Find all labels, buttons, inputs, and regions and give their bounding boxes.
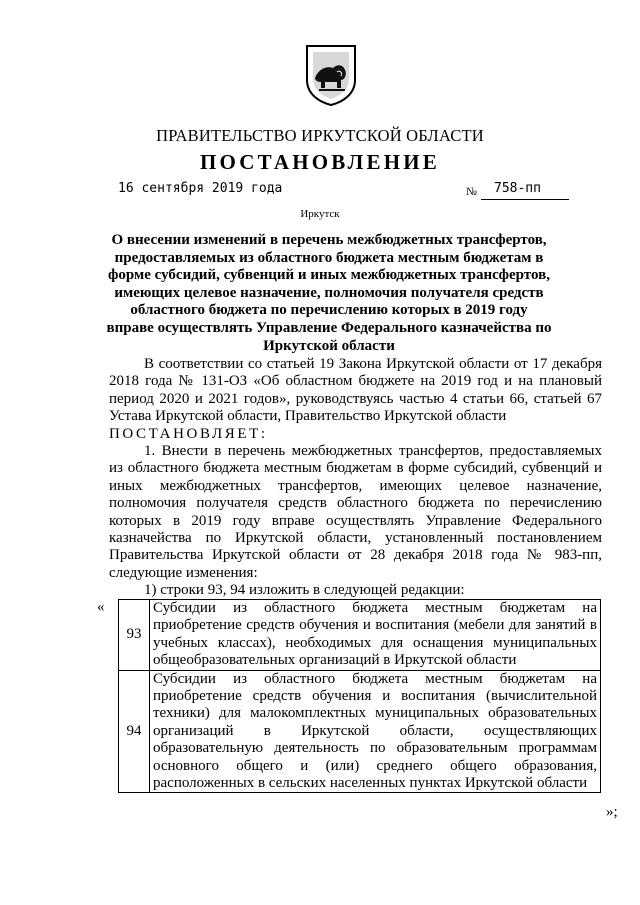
amendment-table	[118, 599, 601, 793]
table-close-quote: »;	[606, 804, 618, 820]
table-open-quote: «	[97, 599, 105, 615]
document-body	[109, 356, 602, 600]
coat-of-arms-icon	[299, 42, 363, 106]
row-number: 93	[119, 600, 150, 671]
row-text: Субсидии из областного бюджета местным бюджетам на приобретение средств обучения и воспитания (мебели для занятий в учебных классах), необходимых для оснащения муниципальных общеобразовательных организаций в Иркутской области	[150, 600, 601, 671]
paragraph-clause-1: 1. Внести в перечень межбюджетных трансфертов, предоставляемых из областного бюджета местным бюджетам в форме субсидий, субвенций и иных межбюджетных трансфертов, имеющих целевое назначение, полномочия получателя средств областного бюджета по перечислению которых в 2019 году вправе осуществлять Управление Федерального казначейства по Иркутской области, установленный постановлением Правительства Иркутской области от 28 декабря 2018 года № 983-пп, следующие изменения:	[109, 443, 602, 581]
number-underline	[481, 199, 569, 200]
document-number: 758-пп	[494, 181, 541, 196]
document-type: ПОСТАНОВЛЕНИЕ	[199, 150, 441, 174]
row-number: 94	[119, 670, 150, 793]
table-row	[119, 600, 601, 671]
city-name: Иркутск	[300, 208, 340, 220]
document-title: О внесении изменений в перечень межбюджетных трансфертов, предоставляемых из областного бюджета местным бюджетам в форме субсидий, субвенций и иных межбюджетных трансфертов, имеющих целевое назначение, полномочия получателя средств областного бюджета по перечислению которых в 2019 году вправе осуществлять Управление Федерального казначейства по Иркутской области	[106, 232, 552, 354]
paragraph-preamble: В соответствии со статьей 19 Закона Иркутской области от 17 декабря 2018 года № 131-ОЗ «Об областном бюджете на 2019 год и на плановый период 2020 и 2021 годов», руководствуясь частью 4 статьи 66, статьей 67 Устава Иркутской области, Правительство Иркутской области	[109, 356, 602, 425]
table-row	[119, 670, 601, 793]
document-date: 16 сентября 2019 года	[118, 181, 283, 196]
government-name: ПРАВИТЕЛЬСТВО ИРКУТСКОЙ ОБЛАСТИ	[156, 126, 484, 145]
number-sign: №	[466, 186, 477, 198]
resolve-heading: ПОСТАНОВЛЯЕТ:	[109, 425, 268, 442]
row-text: Субсидии из областного бюджета местным бюджетам на приобретение средств обучения и воспитания (вычислительной техники) для малокомплектных муниципальных образовательных организаций в Иркутской области, осуществляющих образовательную деятельность по образовательным программам основного общего и (или) среднего общего образования, расположенных в сельских населенных пунктах Иркутской области	[150, 670, 601, 793]
paragraph-subclause-1: 1) строки 93, 94 изложить в следующей редакции:	[144, 582, 465, 599]
